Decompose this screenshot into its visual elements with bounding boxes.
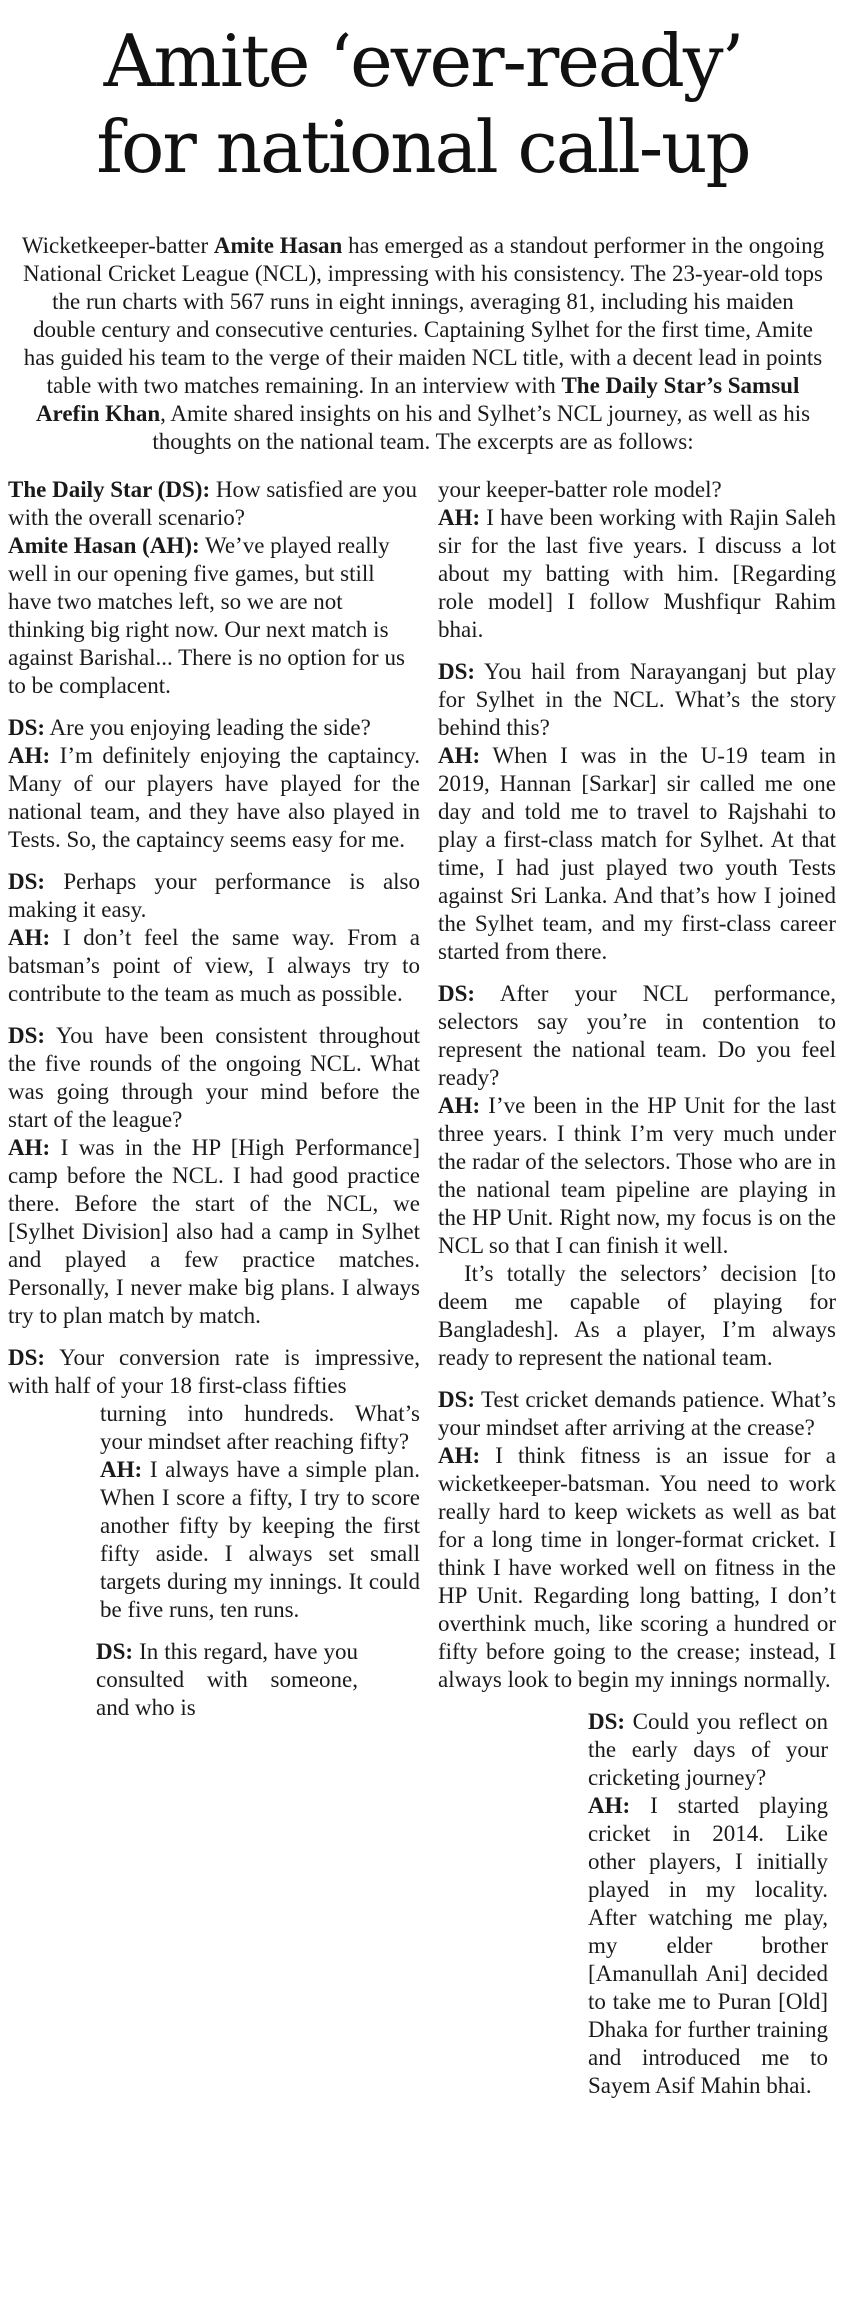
question-text: Are you enjoying leading the side? — [45, 715, 371, 740]
question-text: Could you reflect on the early days of your cricketing journey? — [588, 1709, 828, 1790]
question-text: Test cricket demands patience. What’s your mindset after arriving at the crease? — [438, 1387, 836, 1440]
speaker-label-ah: AH: — [8, 743, 51, 768]
question-text: You have been consistent throughout the five rounds of the ongoing NCL. What was going through your mind before the start of the league? — [8, 1023, 420, 1132]
answer-text: I think fitness is an issue for a wicketkeeper-batsman. You need to work really hard to keep wickets as well as bat for a long time in longer-format cricket. I think I have worked well on fitness in the HP Unit. Regarding long batting, I don’t overthink much, like scoring a hundred or fifty before going to the crease; instead, I always look to begin my innings normally. — [438, 1443, 836, 1692]
speaker-label-ah: AH: — [100, 1457, 143, 1482]
question-text: You hail from Narayanganj but play for Sylhet in the NCL. What’s the story behind this? — [438, 659, 836, 740]
qa-block-narrow — [96, 1638, 358, 1722]
speaker-label-ah: AH: — [8, 925, 51, 950]
intro-text: Wicketkeeper-batter — [21, 233, 214, 258]
speaker-label-ah: AH: — [438, 1443, 481, 1468]
question-text: How satisfied are you with the overall scenario? — [8, 477, 418, 530]
question-text: Perhaps your performance is also making it easy. — [8, 869, 420, 922]
speaker-label-ah: AH: — [438, 743, 481, 768]
answer-text: I have been working with Rajin Saleh sir for the last five years. I discuss a lot about my batting with him. [Regarding role model] I follow Mushfiqur Rahim bhai. — [438, 505, 836, 642]
speaker-label-ds: DS: — [96, 1639, 134, 1664]
qa-block-narrow — [100, 1400, 420, 1624]
answer-text: I’m definitely enjoying the captaincy. Many of our players have played for the national team, and they have also played in Tests. So, the captaincy seems easy for me. — [8, 743, 420, 852]
qa-block — [438, 980, 836, 1260]
answer-text: I don’t feel the same way. From a batsman’s point of view, I always try to contribute to the team as much as possible. — [8, 925, 420, 1006]
speaker-label-ah: AH: — [588, 1793, 631, 1818]
answer-text: I was in the HP [High Performance] camp before the NCL. I had good practice there. Before the start of the NCL, we [Sylhet Division] also had a camp in Sylhet and played a few practice matches. Personally, I never make big plans. I always try to plan match by match. — [8, 1135, 420, 1328]
speaker-label-ah: AH: — [8, 1135, 51, 1160]
answer-text: When I was in the U-19 team in 2019, Hannan [Sarkar] sir called me one day and told me to travel to Rajshahi to play a first-class match for Sylhet. At that time, I had just played two youth Tests against Sri Lanka. And that’s how I joined the Sylhet team, and my first-class career started from there. — [438, 743, 836, 964]
intro-text: has emerged as a standout performer in the ongoing National Cricket League (NCL), impressing with his consistency. The 23-year-old tops the run charts with 567 runs in eight innings, averaging 81, including his maiden double century and consecutive centuries. Captaining Sylhet for the first time, Amite has guided his team to the verge of their maiden NCL title, with a decent lead in points table with two matches remaining. In an interview with — [23, 233, 825, 398]
intro-text: , Amite shared insights on his and Sylhet’s NCL journey, as well as his thoughts on the national team. The excerpts are as follows: — [152, 401, 811, 454]
speaker-label-ds: DS: — [588, 1709, 626, 1734]
answer-continuation: It’s totally the selectors’ decision [to deem me capable of playing for Bangladesh]. As a player, I’m always ready to represent the national team. — [438, 1261, 836, 1370]
question-text: In this regard, have you consulted with someone, and who is — [96, 1639, 358, 1720]
answer-text: I always have a simple plan. When I score a fifty, I try to score another fifty by keeping the first fifty aside. I always set small targets during my innings. It could be five runs, ten runs. — [100, 1457, 420, 1622]
intro-subject-name: Amite Hasan — [213, 233, 343, 258]
qa-block — [8, 1022, 420, 1330]
answer-text: I’ve been in the HP Unit for the last three years. I think I’m very much under the radar of the selectors. Those who are in the national team pipeline are playing in the HP Unit. Right now, my focus is on the NCL so that I can finish it well. — [438, 1093, 836, 1258]
speaker-label-ds: DS: — [8, 715, 46, 740]
speaker-label-ds: The Daily Star (DS): — [8, 477, 211, 502]
qa-block — [438, 658, 836, 966]
speaker-label-ds: DS: — [8, 869, 46, 894]
question-text: After your NCL performance, selectors say you’re in contention to represent the national team. Do you feel ready? — [438, 981, 836, 1090]
question-text: turning into hundreds. What’s your mindset after reaching fifty? — [100, 1401, 420, 1454]
intro-reporter-name: The Daily Star’s Samsul Arefin Khan — [35, 373, 800, 426]
qa-block — [8, 1344, 420, 1400]
speaker-label-ah: AH: — [438, 1093, 481, 1118]
intro-paragraph — [20, 232, 826, 456]
question-text: your keeper-batter role model? — [438, 477, 722, 502]
headline-line-2: for national call-up — [96, 105, 750, 189]
speaker-label-ds: DS: — [8, 1023, 46, 1048]
headline-line-1: Amite ‘ever-ready’ — [103, 19, 743, 103]
qa-block-narrow — [588, 1708, 828, 2100]
speaker-label-ds: DS: — [438, 981, 476, 1006]
qa-block — [438, 476, 836, 644]
headline — [0, 18, 846, 190]
qa-block — [438, 1386, 836, 1694]
left-column — [8, 476, 420, 1736]
answer-text: I started playing cricket in 2014. Like other players, I initially played in my locality. After watching me play, my elder brother [Amanullah Ani] decided to take me to Puran [Old] Dhaka for further training and introduced me to Sayem Asif Mahin bhai. — [588, 1793, 828, 2098]
right-column — [438, 476, 836, 2114]
speaker-label-ds: DS: — [8, 1345, 46, 1370]
speaker-label-ah: Amite Hasan (AH): — [8, 533, 200, 558]
answer-text: We’ve played really well in our opening five games, but still have two matches left, so we are not thinking big right now. Our next match is against Barishal... There is no option for us to be complacent. — [8, 533, 405, 698]
speaker-label-ds: DS: — [438, 659, 476, 684]
qa-block — [8, 868, 420, 1008]
qa-block — [8, 714, 420, 854]
speaker-label-ah: AH: — [438, 505, 481, 530]
speaker-label-ds: DS: — [438, 1387, 476, 1412]
question-text: Your conversion rate is impressive, with half of your 18 first-class fifties — [8, 1345, 420, 1398]
qa-block — [8, 476, 420, 700]
